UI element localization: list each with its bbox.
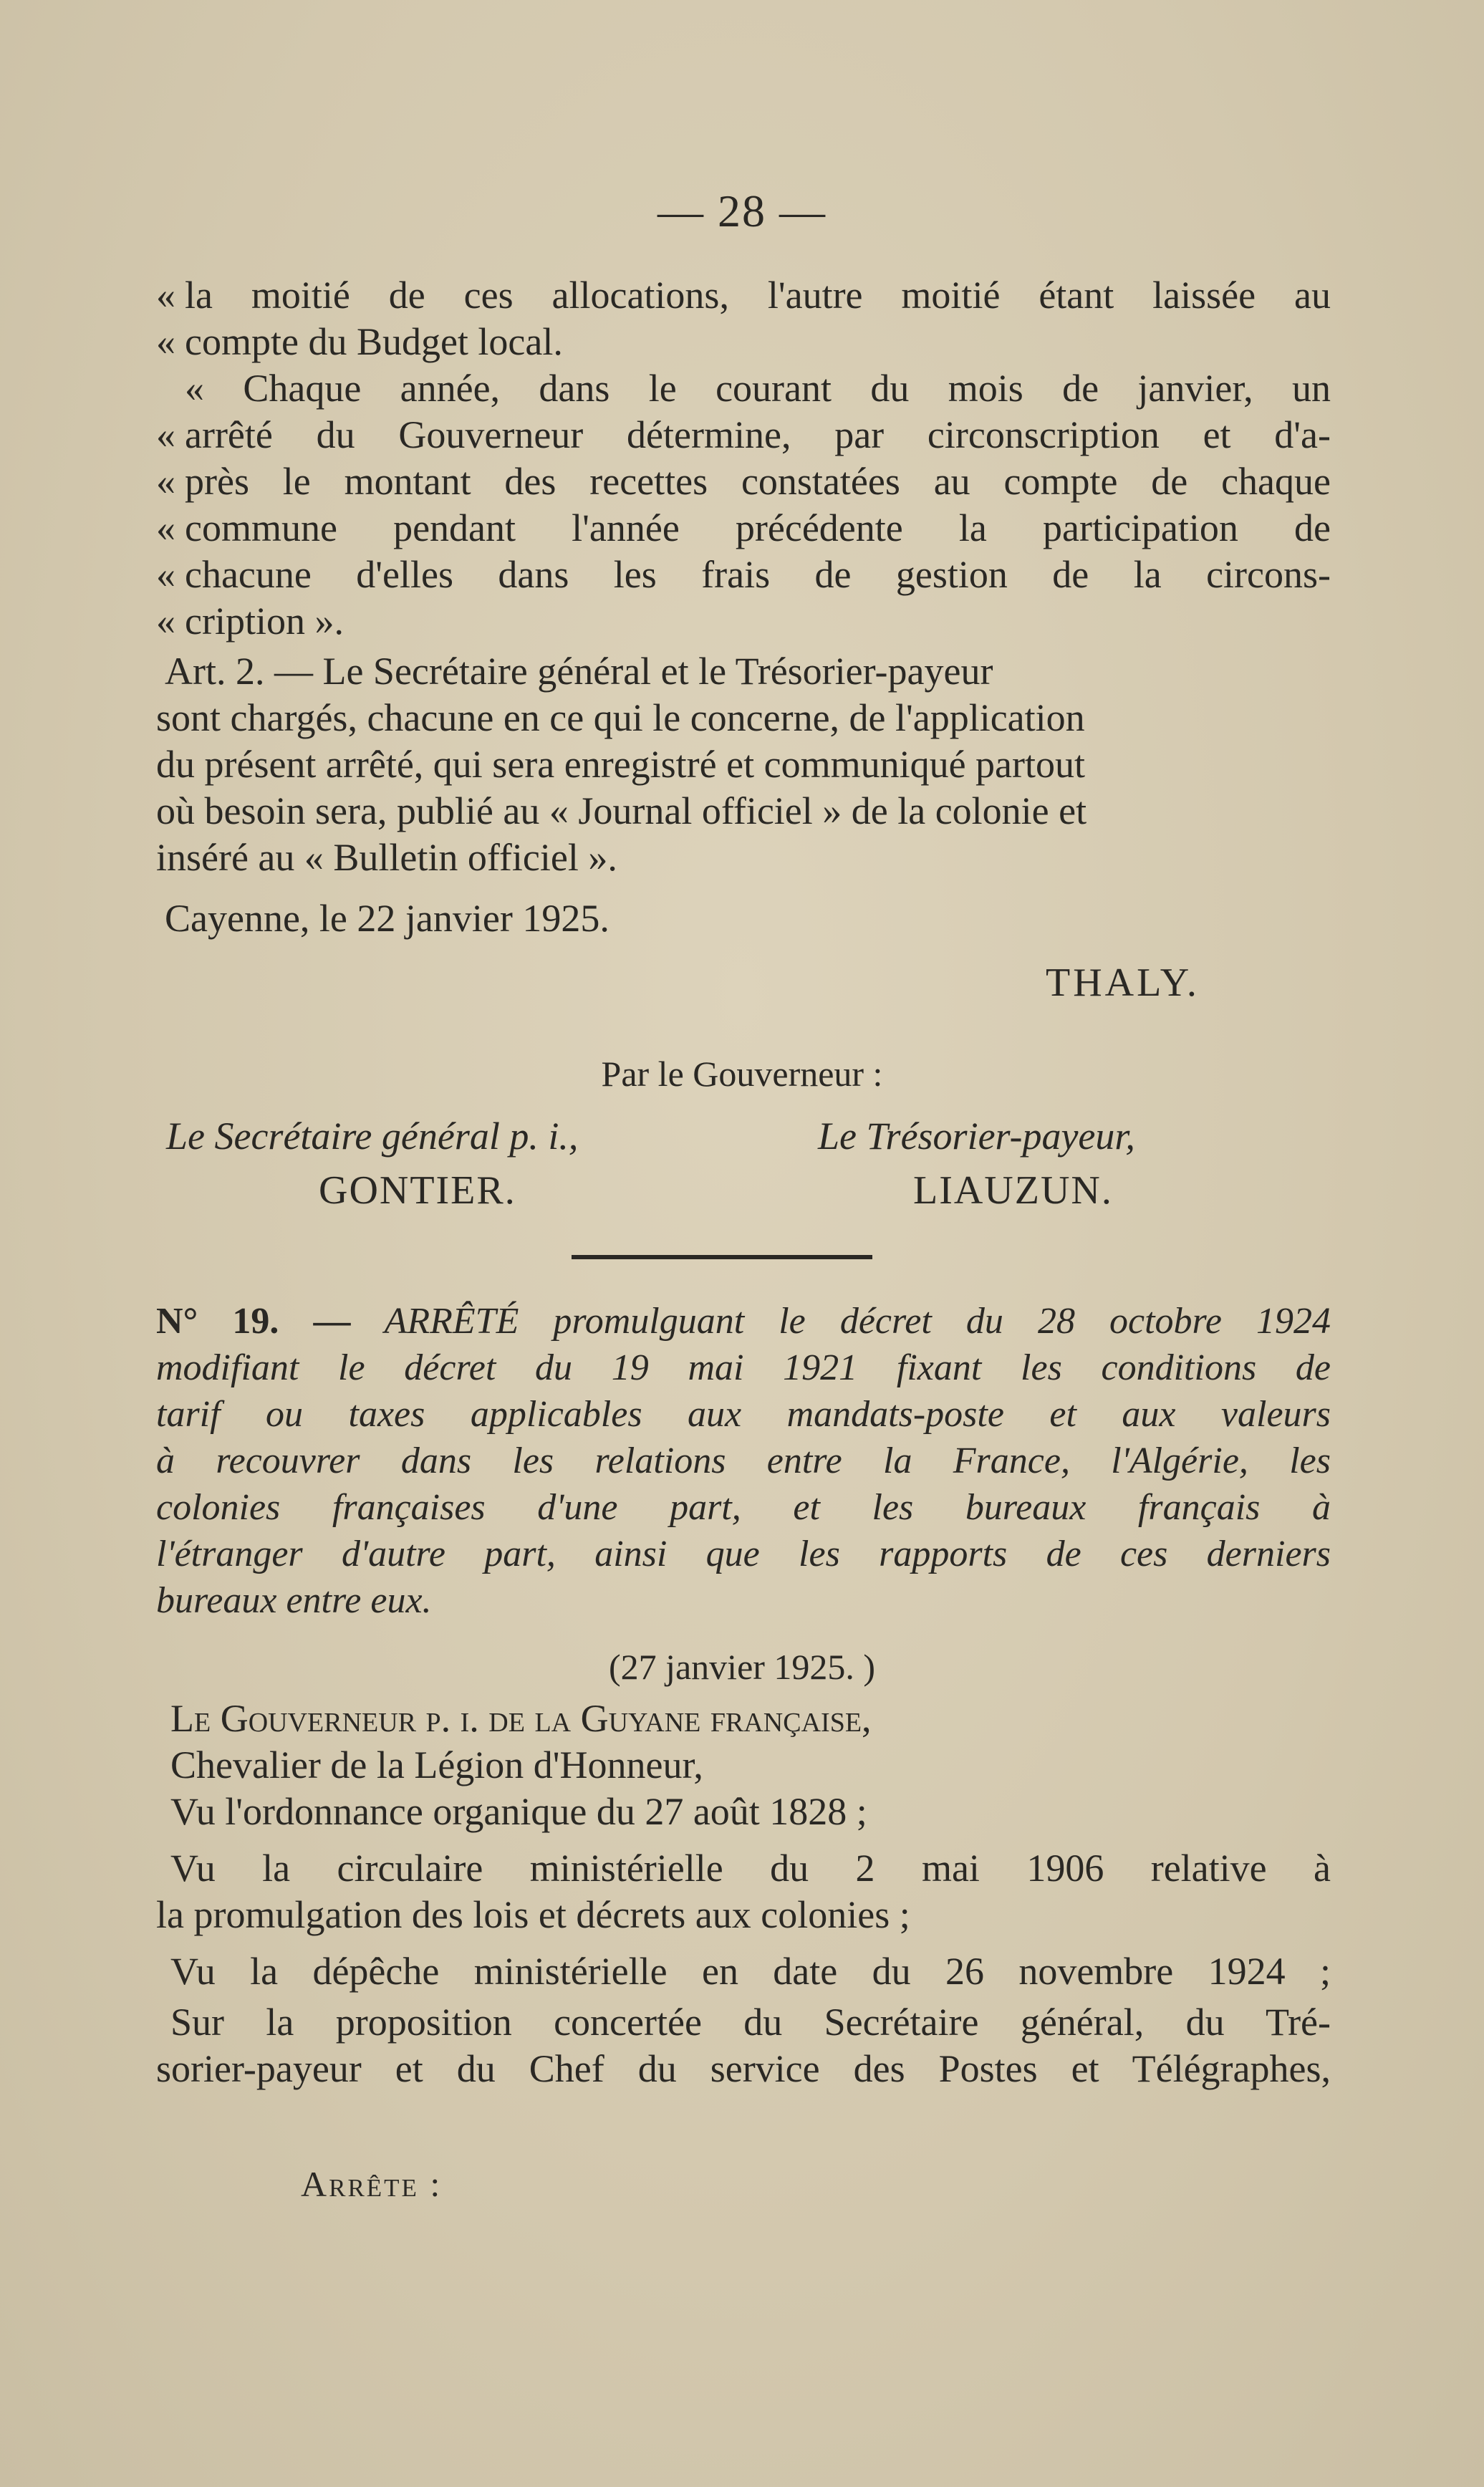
text-line (156, 505, 1331, 552)
quote-mark: « (156, 320, 175, 363)
quote-mark: « (156, 506, 175, 549)
governor-signature: THALY. (1046, 961, 1200, 1005)
place-date: Cayenne, le 22 janvier 1925. (165, 897, 610, 940)
decree-line: tarif ou taxes applicables aux mandats-poste et aux valeurs (156, 1394, 1331, 1435)
line-text: la moitié de ces allocations, l'autre moitié étant laissée au (185, 274, 1331, 317)
text-line (156, 272, 1331, 319)
article-line: du présent arrêté, qui sera enregistré et communiqué partout (156, 743, 1086, 786)
quote-mark: « (156, 553, 175, 596)
preamble-line: Chevalier de la Légion d'Honneur, (170, 1743, 703, 1786)
preamble-line: la promulgation des lois et décrets aux colonies ; (156, 1893, 910, 1936)
article-line: sont chargés, chacune en ce qui le concerne, de l'application (156, 696, 1085, 739)
decree-line: modifiant le décret du 19 mai 1921 fixant les conditions de (156, 1347, 1331, 1388)
line-text: arrêté du Gouverneur détermine, par circonscription et d'a- (185, 413, 1331, 456)
article-line: où besoin sera, publié au « Journal officiel » de la colonie et (156, 789, 1087, 832)
line-text: « Chaque année, dans le courant du mois de janvier, un (185, 367, 1331, 410)
quote-mark: « (156, 274, 175, 317)
decree-line: l'étranger d'autre part, ainsi que les rapports de ces derniers (156, 1534, 1331, 1574)
quote-mark: « (156, 460, 175, 503)
line-text: compte du Budget local. (185, 320, 563, 363)
text-line (156, 319, 1331, 365)
intro-quote-block (156, 272, 1331, 645)
decree-date: (27 janvier 1925. ) (608, 1647, 876, 1687)
secretary-title: Le Secrétaire général p. i., (166, 1115, 579, 1158)
line-text: commune pendant l'année précédente la participation de (185, 506, 1331, 549)
preamble-line: Sur la proposition concertée du Secrétaire général, du Tré- (170, 2001, 1331, 2044)
text-line (156, 552, 1331, 598)
decree-line-text: ARRÊTÉ promulguant le décret du 28 octobre 1924 (384, 1301, 1331, 1342)
decree-number: N° 19. — (156, 1301, 351, 1342)
section-divider (572, 1255, 872, 1259)
preamble-line: Le Gouverneur p. i. de la Guyane française, (170, 1697, 872, 1740)
line-text: cription ». (185, 600, 344, 643)
quote-mark (156, 365, 185, 412)
decree-line: bureaux entre eux. (156, 1580, 432, 1621)
treasurer-title: Le Trésorier-payeur, (818, 1115, 1135, 1158)
preamble-line: Vu la dépêche ministérielle en date du 26 novembre 1924 ; (170, 1950, 1331, 1993)
decree-line (156, 1298, 1331, 1344)
quote-mark: « (156, 413, 175, 456)
preamble-line: sorier-payeur et du Chef du service des Postes et Télégraphes, (156, 2047, 1331, 2090)
text-line (156, 598, 1331, 645)
secretary-name: GONTIER. (319, 1168, 516, 1213)
article-line: inséré au « Bulletin officiel ». (156, 836, 617, 879)
decree-line: à recouvrer dans les relations entre la France, l'Algérie, les (156, 1440, 1331, 1481)
page-number: — 28 — (657, 186, 827, 236)
text-line (156, 365, 1331, 412)
article-line: Art. 2. — Le Secrétaire général et le Trésorier-payeur (165, 650, 993, 693)
article-2-block (156, 648, 1331, 942)
par-le-gouverneur: Par le Gouverneur : (601, 1054, 883, 1094)
arrete-label: Arrête : (301, 2164, 443, 2204)
decree-heading (156, 1298, 1331, 1624)
preamble-block (156, 1694, 1331, 2091)
decree-line: colonies françaises d'une part, et les bureaux français à (156, 1487, 1331, 1528)
text-line (156, 412, 1331, 458)
line-text: près le montant des recettes constatées au compte de chaque (185, 460, 1331, 503)
text-line (156, 458, 1331, 505)
preamble-line: Vu l'ordonnance organique du 27 août 1828 ; (170, 1790, 867, 1833)
treasurer-name: LIAUZUN. (913, 1168, 1113, 1213)
line-text: chacune d'elles dans les frais de gestion de la circons- (185, 553, 1331, 596)
quote-mark: « (156, 600, 175, 643)
preamble-line: Vu la circulaire ministérielle du 2 mai 1906 relative à (170, 1847, 1331, 1890)
